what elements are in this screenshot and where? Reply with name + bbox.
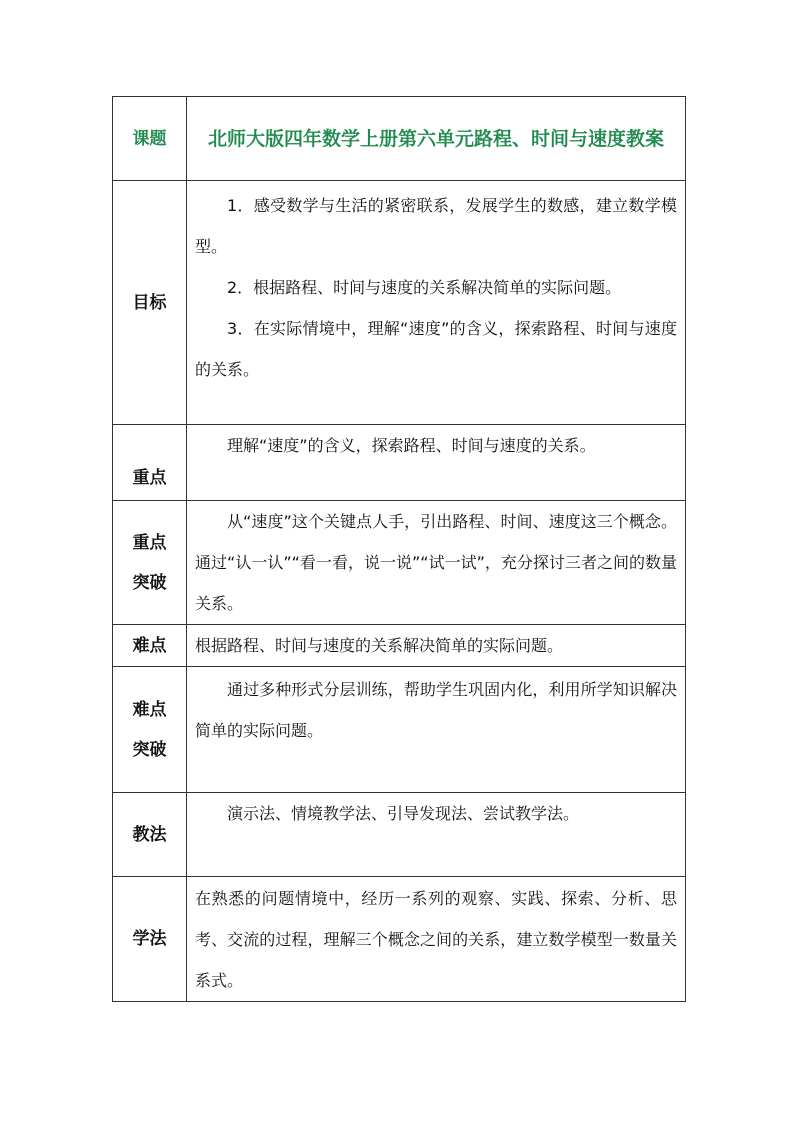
row-learning-method bbox=[113, 877, 686, 1002]
key-breakthrough-cell bbox=[187, 501, 686, 625]
row-goal bbox=[113, 181, 686, 425]
row-teaching-method bbox=[113, 793, 686, 877]
difficulty-breakthrough-cell bbox=[187, 667, 686, 793]
goal-item-2: 2．根据路程、时间与速度的关系解决简单的实际问题。 bbox=[227, 278, 622, 297]
difficulty-breakthrough-label-cell bbox=[113, 667, 187, 793]
row-difficulty-breakthrough bbox=[113, 667, 686, 793]
learning-method-text: 在熟悉的问题情境中，经历一系列的观察、实践、探索、分析、思考、交流的过程，理解三个概念之间的关系，建立数学模型一数量关系式。 bbox=[195, 888, 677, 990]
teaching-method-label-cell bbox=[113, 793, 187, 877]
difficulty-breakthrough-label-1: 难点 bbox=[132, 699, 167, 720]
row-key-breakthrough bbox=[113, 501, 686, 625]
title-cell bbox=[187, 97, 686, 181]
key-text: 理解“速度”的含义，探索路程、时间与速度的关系。 bbox=[227, 436, 596, 455]
difficulty-breakthrough-label-2: 突破 bbox=[132, 739, 167, 760]
difficulty-breakthrough-text: 通过多种形式分层训练，帮助学生巩固内化，利用所学知识解决简单的实际问题。 bbox=[195, 680, 677, 740]
goal-item-3: 3．在实际情境中，理解“速度”的含义，探索路程、时间与速度的关系。 bbox=[195, 319, 677, 379]
difficulty-label-cell bbox=[113, 625, 187, 667]
difficulty-cell bbox=[187, 625, 686, 667]
key-label: 重点 bbox=[132, 467, 167, 488]
key-breakthrough-label-2: 突破 bbox=[132, 572, 167, 593]
lesson-plan-table bbox=[112, 96, 686, 1002]
goal-cell bbox=[187, 181, 686, 425]
title-label: 课题 bbox=[132, 128, 167, 149]
key-label-cell bbox=[113, 425, 187, 501]
learning-method-label: 学法 bbox=[132, 929, 167, 949]
goal-item-1: 1．感受数学与生活的紧密联系，发展学生的数感，建立数学模型。 bbox=[195, 196, 677, 256]
learning-method-label-cell bbox=[113, 877, 187, 1002]
goal-label: 目标 bbox=[132, 292, 167, 313]
teaching-method-text: 演示法、情境教学法、引导发现法、尝试教学法。 bbox=[227, 804, 580, 823]
key-cell bbox=[187, 425, 686, 501]
teaching-method-label: 教法 bbox=[132, 824, 167, 845]
row-difficulty bbox=[113, 625, 686, 667]
title-label-cell bbox=[113, 97, 187, 181]
key-breakthrough-text: 从“速度”这个关键点人手，引出路程、时间、速度这三个概念。通过“认一认”“看一看，说一说”“试一试”，充分探讨三者之间的数量关系。 bbox=[195, 512, 677, 613]
teaching-method-cell bbox=[187, 793, 686, 877]
key-breakthrough-label-1: 重点 bbox=[132, 532, 167, 553]
goal-label-cell bbox=[113, 181, 187, 425]
row-key-point bbox=[113, 425, 686, 501]
difficulty-text: 根据路程、时间与速度的关系解决简单的实际问题。 bbox=[195, 636, 564, 655]
lesson-title: 北师大版四年数学上册第六单元路程、时间与速度教案 bbox=[207, 127, 664, 150]
difficulty-label: 难点 bbox=[132, 635, 167, 656]
key-breakthrough-label-cell bbox=[113, 501, 187, 625]
row-title bbox=[113, 97, 686, 181]
learning-method-cell bbox=[187, 877, 686, 1002]
